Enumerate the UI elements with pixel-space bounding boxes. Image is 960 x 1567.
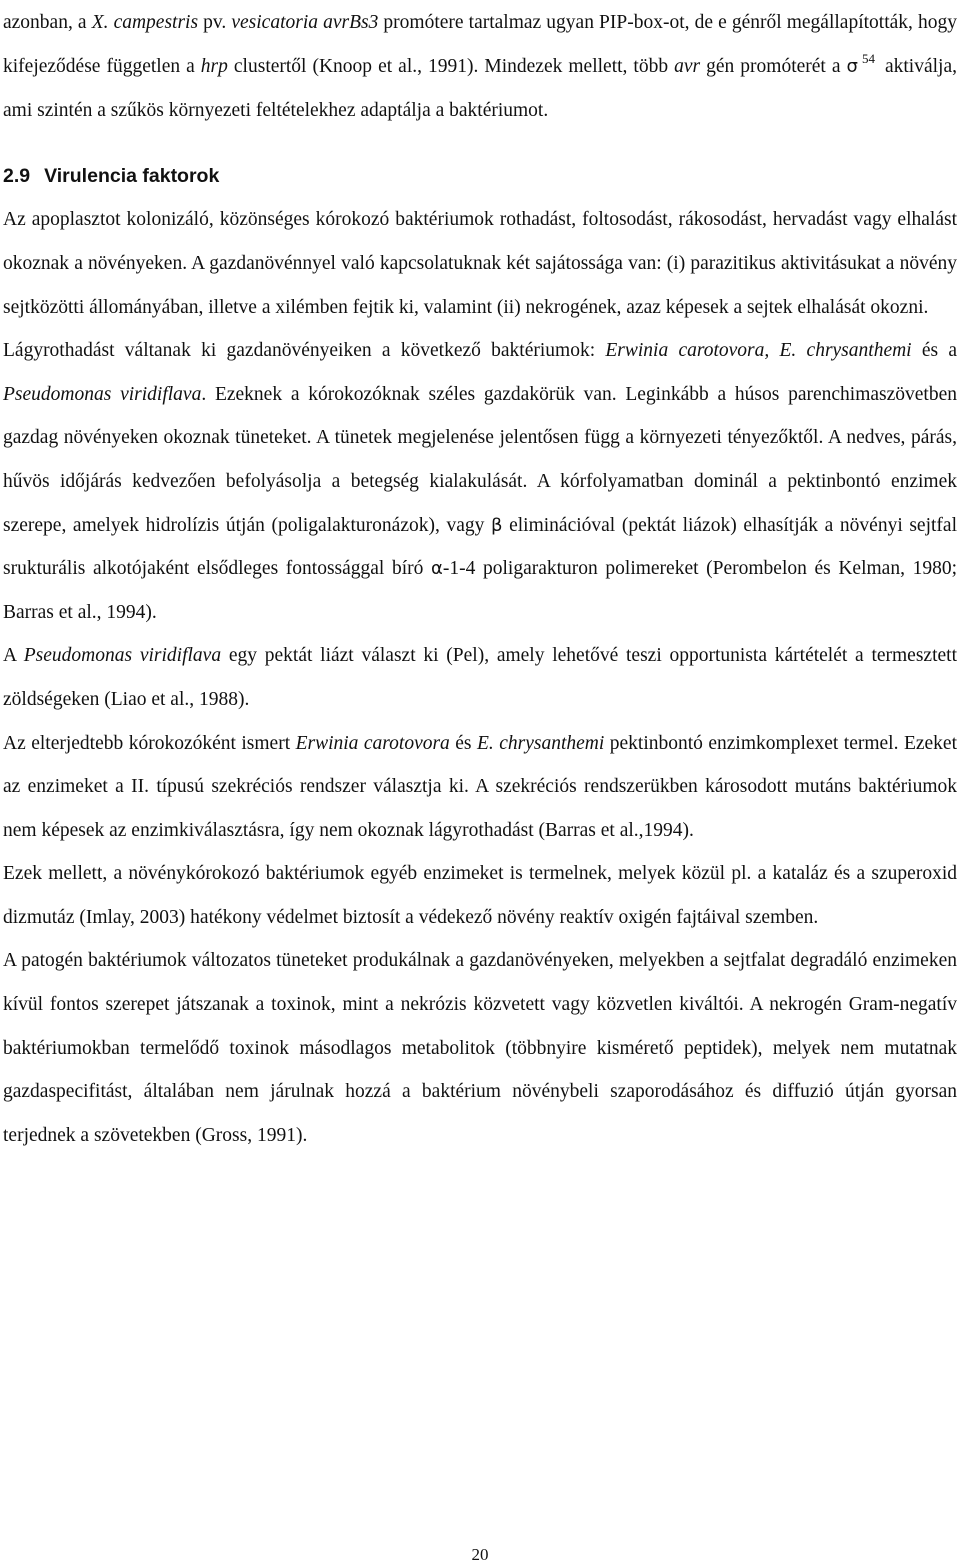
text-run: . Ezeknek a kórokozóknak széles gazdakörük van. Leginkább a húsos parenchimaszövetben gazdag növényeken okoznak tüneteket. A tünetek megjelenése jelentősen függ a környezeti tényezőktől. A nedves, párás, hűvös időjárás kedvezően befolyásolja a betegség kialakulását. A kórfolyamatban dominál a pektinbontó enzimek szerepe, amelyek hidrolízis útján (poligalakturonázok), vagy [3, 383, 957, 536]
text-run: clustertől (Knoop et al., 1991). Mindezek mellett, több [227, 55, 675, 77]
page-number: 20 [471, 1545, 489, 1564]
spacer [3, 133, 957, 155]
species-name: Erwinia carotovora [295, 732, 450, 754]
sigma-symbol: σ [846, 55, 858, 77]
section-heading [3, 155, 957, 199]
section-number: 2.9 [3, 164, 31, 187]
species-name: E. chrysanthemi [476, 732, 605, 754]
gene-name: avr [674, 55, 701, 77]
paragraph-4 [3, 722, 957, 853]
text-run: A [3, 645, 24, 667]
paragraph-5: Ezek mellett, a növénykórokozó baktériumok egyéb enzimeket is termelnek, melyek közül pl. a kataláz és a szuperoxid dizmutáz (Imlay, 2003) hatékony védelmet biztosít a védekező növény reaktív oxigén fajtáival szemben. [3, 863, 957, 928]
species-name: Pseudomonas viridiflava [3, 383, 202, 405]
text-run: eliminációval (pektát liázok) elhasítják a növényi sejtfal srukturális alkotójaként elsődleges fontossággal bíró [3, 514, 957, 580]
section-title: Virulencia faktorok [44, 164, 220, 187]
beta-symbol: β [490, 514, 503, 536]
gene-name: hrp [200, 55, 228, 77]
text-run: azonban, a [3, 12, 92, 33]
superscript: 54 [861, 50, 875, 66]
species-name: Pseudomonas viridiflava [23, 645, 222, 667]
text-run: Az elterjedtebb kórokozóként ismert [3, 732, 296, 754]
paragraph-2 [3, 329, 957, 634]
species-name: X. campestris [91, 12, 199, 33]
text-run: és a [911, 340, 958, 362]
text-run: pektinbontó enzimkomplexet termel. Ezeket az enzimeket a II. típusú szekréciós rendszer választja ki. A szekréciós rendszerükben károsodott mutáns baktériumok nem képesek az enzimkiválasztásra, így nem okoznak lágyrothadást (Barras et al.,1994). [3, 732, 957, 841]
text-run: promótere tartalmaz ugyan PIP-box-ot, de e génről megállapították, hogy kifejeződése független a [3, 12, 958, 77]
text-run: -1-4 poligarakturon polimereket (Perombelon és Kelman, 1980; Barras et al., 1994). [3, 558, 957, 623]
species-name: Erwinia carotovora, E. chrysanthemi [605, 340, 912, 362]
body-text [3, 0, 957, 1157]
text-run: Lágyrothadást váltanak ki gazdanövényeiken a következő baktériumok: [3, 340, 606, 362]
text-run: gén promóterét a [700, 55, 847, 77]
intro-paragraph [3, 1, 957, 133]
paragraph-3 [3, 634, 957, 721]
text-run: pv. [198, 12, 232, 33]
text-run: és [449, 732, 477, 754]
paragraph-6: A patogén baktériumok változatos tüneteket produkálnak a gazdanövényeken, melyekben a sejtfalat degradáló enzimeken kívül fontos szerepet játszanak a toxinok, mint a nekrózis közvetett vagy közvetlen kiváltói. A nekrogén Gram-negatív baktériumokban termelődő toxinok másodlagos metabolitok (többnyire kismérető peptidek), melyek nem mutatnak gazdaspecifitást, általában nem járulnak hozzá a baktérium növénybeli szaporodásához és diffuzió útján gyorsan terjednek a szövetekben (Gross, 1991). [3, 950, 957, 1146]
alpha-symbol: α [431, 558, 443, 580]
gene-name: vesicatoria avrBs3 [231, 12, 379, 33]
paragraph-1: Az apoplasztot kolonizáló, közönséges kórokozó baktériumok rothadást, foltosodást, rákosodást, hervadást vagy elhalást okoznak a növényeken. A gazdanövénnyel való kapcsolatuknak két sajátossága van: (i) parazitikus aktivitásukat a növény sejtközötti állományában, illetve a xilémben fejtik ki, valamint (ii) nekrogének, azaz képesek a sejtek elhalását okozni. [3, 209, 957, 318]
text-run: egy pektát liázt választ ki (Pel), amely lehetővé teszi opportunista kártételét a termesztett zöldségeken (Liao et al., 1988). [3, 645, 957, 710]
text-run: aktiválja, ami szintén a szűkös környezeti feltételekhez adaptálja a baktériumot. [3, 55, 957, 122]
